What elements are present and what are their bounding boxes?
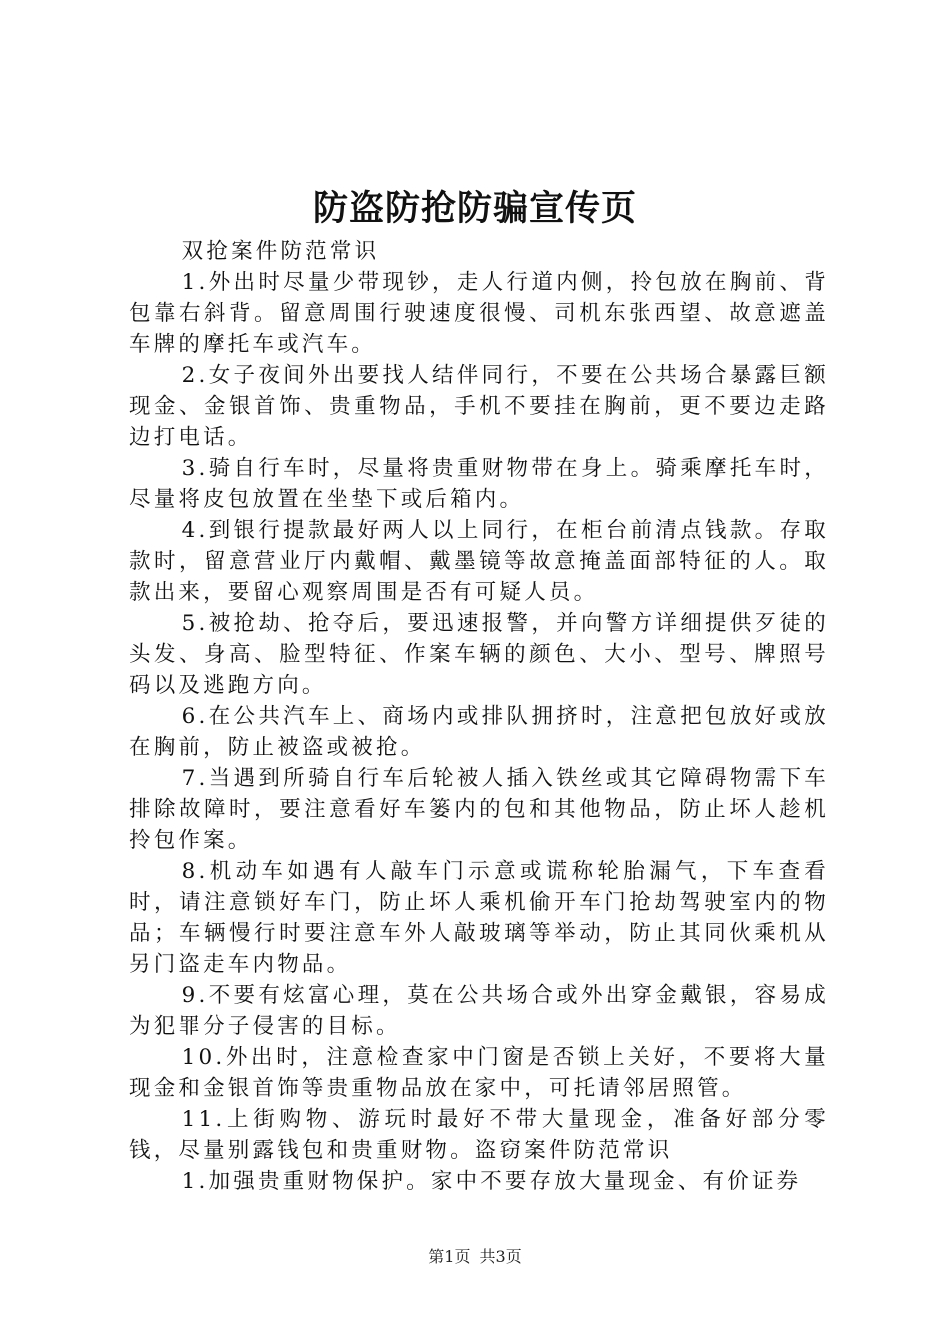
section-heading: 双抢案件防范常识 — [181, 239, 380, 264]
page-total: 共3页 — [479, 1247, 522, 1266]
paragraph: 8.机动车如遇有人敲车门示意或谎称轮胎漏气，下车查看时，请注意锁好车门，防止坏人乘机偷开车门抢劫驾驶室内的物品；车辆慢行时要注意车外人敲玻璃等举动，防止其同伙乘机从另门盗走车内物品。 — [129, 859, 829, 977]
paragraph: 7.当遇到所骑自行车后轮被人插入铁丝或其它障碍物需下车排除故障时，要注意看好车篓内的包和其他物品，防止坏人趁机拎包作案。 — [129, 766, 829, 853]
paragraph: 6.在公共汽车上、商场内或排队拥挤时，注意把包放好或放在胸前，防止被盗或被抢。 — [129, 704, 829, 760]
paragraph: 2.女子夜间外出要找人结伴同行，不要在公共场合暴露巨额现金、金银首饰、贵重物品，手机不要挂在胸前，更不要边走路边打电话。 — [129, 363, 829, 450]
paragraph: 9.不要有炫富心理，莫在公共场合或外出穿金戴银，容易成为犯罪分子侵害的目标。 — [129, 983, 829, 1039]
paragraph: 3.骑自行车时，尽量将贵重财物带在身上。骑乘摩托车时，尽量将皮包放置在坐垫下或后箱内。 — [129, 456, 829, 512]
document-title: 防盗防抢防骗宣传页 — [312, 188, 637, 229]
document-body — [129, 236, 829, 1197]
page-footer — [0, 1246, 950, 1268]
page-number: 第1页 — [428, 1247, 471, 1266]
paragraph: 1.加强贵重财物保护。家中不要存放大量现金、有价证券 — [181, 1169, 802, 1194]
paragraph: 1.外出时尽量少带现钞，走人行道内侧，拎包放在胸前、背包靠右斜背。留意周围行驶速度很慢、司机东张西望、故意遮盖车牌的摩托车或汽车。 — [129, 270, 829, 357]
paragraph: 4.到银行提款最好两人以上同行，在柜台前清点钱款。存取款时，留意营业厅内戴帽、戴墨镜等故意掩盖面部特征的人。取款出来，要留心观察周围是否有可疑人员。 — [129, 518, 829, 605]
paragraph: 10.外出时，注意检查家中门窗是否锁上关好，不要将大量现金和金银首饰等贵重物品放在家中，可托请邻居照管。 — [129, 1045, 829, 1101]
paragraph: 5.被抢劫、抢夺后，要迅速报警，并向警方详细提供歹徒的头发、身高、脸型特征、作案车辆的颜色、大小、型号、牌照号码以及逃跑方向。 — [129, 611, 829, 698]
paragraph: 11.上街购物、游玩时最好不带大量现金，准备好部分零钱，尽量别露钱包和贵重财物。盗窃案件防范常识 — [129, 1107, 829, 1163]
